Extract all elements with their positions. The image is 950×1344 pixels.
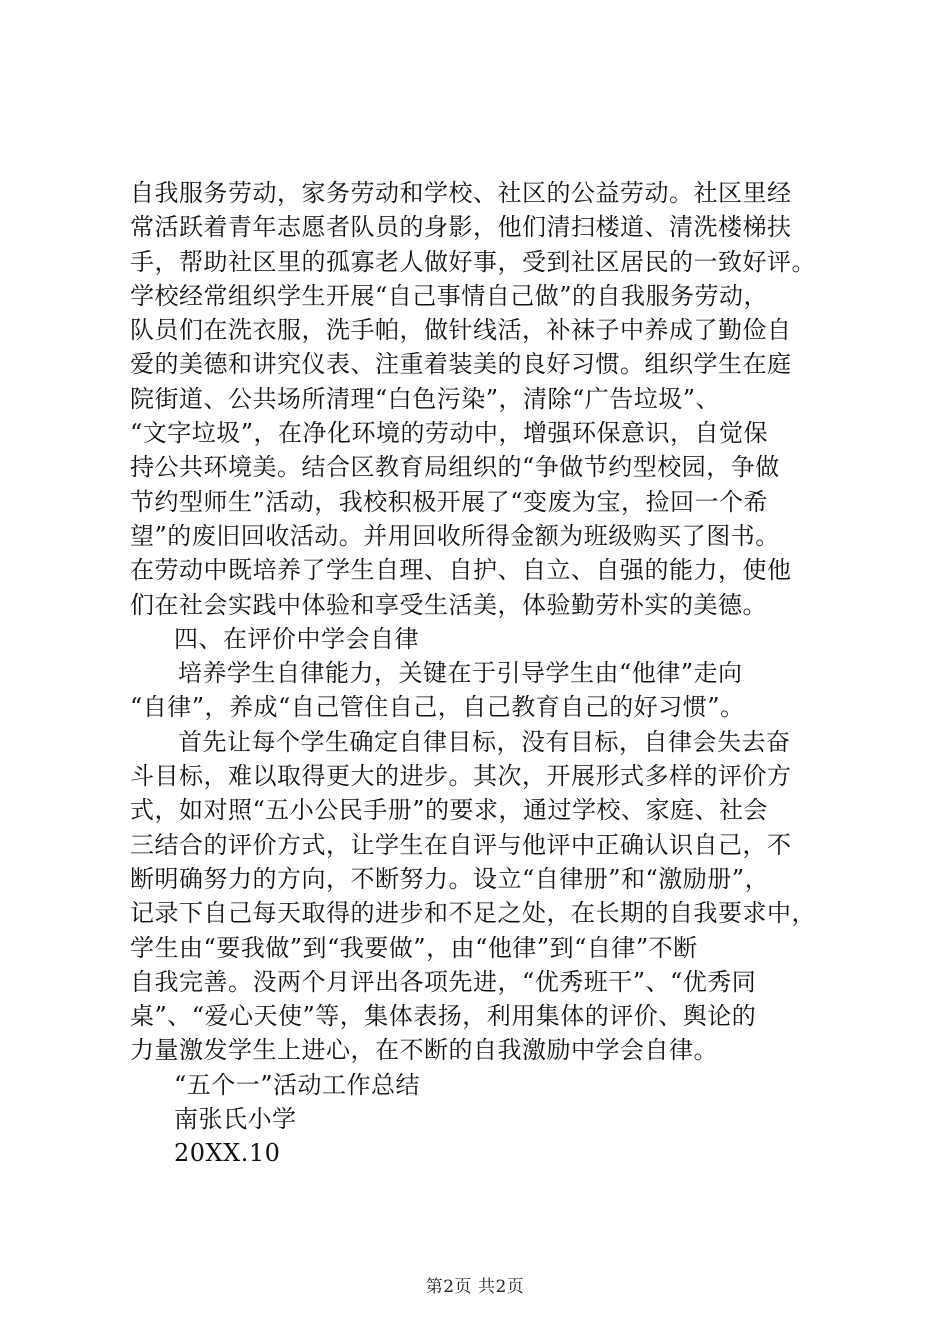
body-line: 力量激发学生上进心，在不断的自我激励中学会自律。 — [130, 1036, 718, 1065]
body-line: 断明确努力的方向，不断努力。设立“自律册”和“激励册”， — [130, 864, 770, 893]
body-line: 桌”、“爱心天使”等，集体表扬，利用集体的评价、舆论的 — [130, 1002, 757, 1031]
body-line: 记录下自己每天取得的进步和不足之处，在长期的自我要求中， — [130, 899, 816, 928]
body-line: 爱的美德和讲究仪表、注重着装美的良好习惯。组织学生在庭 — [130, 350, 792, 379]
document-body — [130, 176, 830, 1171]
body-line: 在劳动中既培养了学生自理、自护、自立、自强的能力，使他 — [130, 556, 792, 585]
body-line: 节约型师生”活动，我校积极开展了“变废为宝，捡回一个希 — [130, 487, 769, 516]
school-name: 南张氏小学 — [174, 1105, 297, 1134]
body-line: 望”的废旧回收活动。并用回收所得金额为班级购买了图书。 — [130, 521, 780, 550]
body-line: 持公共环境美。结合区教育局组织的“争做节约型校园，争做 — [130, 453, 780, 482]
body-line: 们在社会实践中体验和享受生活美，体验勤劳朴实的美德。 — [130, 590, 767, 619]
paragraph-start-line: 培养学生自律能力，关键在于引导学生由“他律”走向 — [178, 659, 743, 688]
body-line: 手，帮助社区里的孤寡老人做好事，受到社区居民的一致好评。 — [130, 247, 816, 276]
section-heading: 四、在评价中学会自律 — [174, 624, 419, 653]
closing-title: “五个一”活动工作总结 — [174, 1070, 421, 1099]
body-line: 自我完善。没两个月评出各项先进，“优秀班干”、“优秀同 — [130, 967, 757, 996]
body-line: 斗目标，难以取得更大的进步。其次，开展形式多样的评价方 — [130, 762, 792, 791]
document-date: 20XX.10 — [174, 1139, 281, 1168]
paragraph-start-line: 首先让每个学生确定自律目标，没有目标，自律会失去奋 — [178, 727, 791, 756]
body-line: 院街道、公共场所清理“白色污染”，清除“广告垃圾”、 — [130, 384, 721, 413]
body-line: 队员们在洗衣服，洗手帕，做针线活，补袜子中养成了勤俭自 — [130, 316, 792, 345]
body-line: 常活跃着青年志愿者队员的身影，他们清扫楼道、清洗楼梯扶 — [130, 213, 792, 242]
body-line: 式，如对照“五小公民手册”的要求，通过学校、家庭、社会 — [130, 796, 769, 825]
body-line: “自律”，养成“自己管住自己，自己教育自己的好习惯”。 — [130, 693, 745, 722]
body-line: “文字垃圾”，在净化环境的劳动中，增强环保意识，自觉保 — [130, 419, 769, 448]
body-line: 学校经常组织学生开展“自己事情自己做”的自我服务劳动， — [130, 281, 769, 310]
body-line: 三结合的评价方式，让学生在自评与他评中正确认识自己，不 — [130, 830, 792, 859]
page-number-footer: 第2页 共2页 — [425, 1277, 525, 1297]
body-line: 自我服务劳动，家务劳动和学校、社区的公益劳动。社区里经 — [130, 179, 792, 207]
body-line: 学生由“要我做”到“我要做”，由“他律”到“自律”不断 — [130, 933, 698, 962]
